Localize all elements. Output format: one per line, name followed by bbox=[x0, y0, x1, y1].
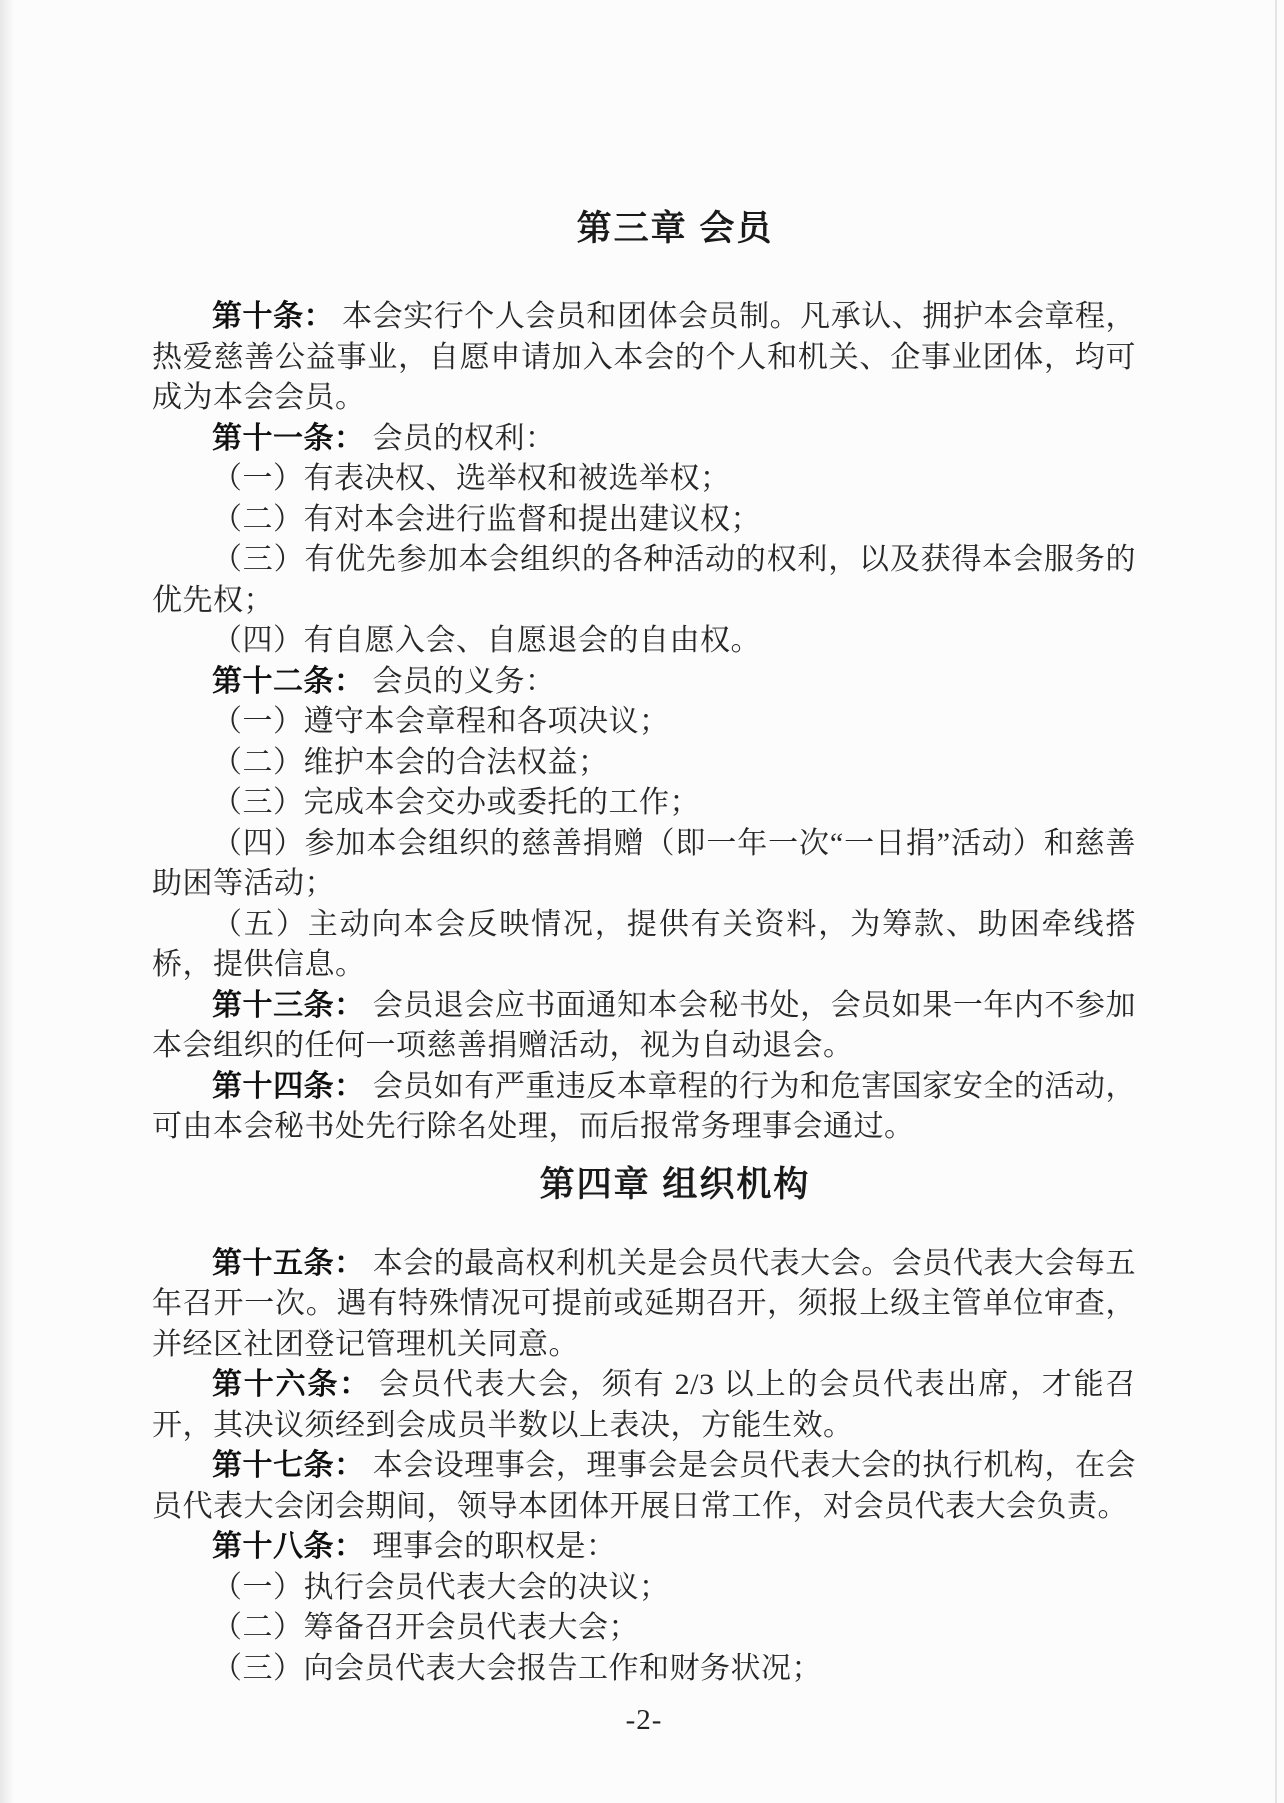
clause-text: （二）维护本会的合法权益； bbox=[212, 745, 609, 779]
clause-text: （三）向会员代表大会报告工作和财务状况； bbox=[212, 1651, 822, 1685]
article-13-paragraph bbox=[152, 986, 1136, 1067]
clause-text: （二）筹备召开会员代表大会； bbox=[212, 1611, 639, 1644]
article-13-text: 会员退会应书面通知本会秘书处，会员如果一年内不参加本会组织的任何一项慈善捐赠活动，视为自动退会。 bbox=[152, 988, 1137, 1062]
member-rights-item-3 bbox=[152, 540, 1136, 621]
member-rights-item-1 bbox=[152, 459, 1136, 500]
council-powers-item-2 bbox=[152, 1608, 1136, 1649]
article-10-paragraph bbox=[152, 297, 1136, 419]
article-15-paragraph bbox=[152, 1244, 1136, 1366]
article-17-text: 本会设理事会，理事会是会员代表大会的执行机构，在会员代表大会闭会期间，领导本团体开展日常工作，对会员代表大会负责。 bbox=[152, 1449, 1137, 1523]
clause-text: （三）完成本会交办或委托的工作； bbox=[212, 786, 700, 819]
article-16-paragraph bbox=[152, 1365, 1136, 1446]
member-duties-item-4 bbox=[152, 824, 1136, 905]
article-14-paragraph bbox=[152, 1067, 1136, 1148]
article-11-paragraph bbox=[152, 419, 1136, 460]
article-12-paragraph bbox=[152, 662, 1136, 703]
article-11-text: 会员的权利： bbox=[372, 421, 556, 455]
scan-edge-left-shadow bbox=[0, 0, 14, 1803]
article-16-number: 第十六条： bbox=[212, 1368, 372, 1401]
page-number: -2- bbox=[625, 1704, 663, 1736]
member-duties-item-5 bbox=[152, 905, 1136, 986]
article-12-text: 会员的义务： bbox=[372, 664, 556, 698]
clause-text: （二）有对本会进行监督和提出建议权； bbox=[212, 502, 761, 536]
article-17-number: 第十七条： bbox=[212, 1449, 365, 1482]
article-18-number: 第十八条： bbox=[212, 1530, 365, 1563]
council-powers-item-3 bbox=[152, 1649, 1136, 1690]
article-10-text: 本会实行个人会员和团体会员制。凡承认、拥护本会章程，热爱慈善公益事业，自愿申请加入本会的个人和机关、企事业团体，均可成为本会会员。 bbox=[152, 300, 1137, 414]
member-duties-item-1 bbox=[152, 702, 1136, 743]
member-duties-item-2 bbox=[152, 743, 1136, 784]
article-13-number: 第十三条： bbox=[212, 988, 365, 1022]
article-18-paragraph bbox=[152, 1527, 1136, 1568]
clause-text: （一）执行会员代表大会的决议； bbox=[212, 1570, 670, 1604]
clause-text: （一）有表决权、选举权和被选举权； bbox=[212, 462, 731, 495]
clause-text: （五）主动向本会反映情况，提供有关资料，为筹款、助困牵线搭桥，提供信息。 bbox=[152, 907, 1136, 981]
page-content bbox=[152, 0, 1136, 1737]
chapter-4-heading: 第四章 组织机构 bbox=[539, 1164, 811, 1204]
member-rights-item-2 bbox=[152, 500, 1136, 541]
article-12-number: 第十二条： bbox=[212, 664, 365, 698]
article-16-text: 会员代表大会，须有 2/3 以上的会员代表出席，才能召开，其决议须经到会成员半数以上表决，方能生效。 bbox=[152, 1368, 1136, 1442]
article-15-number: 第十五条： bbox=[212, 1246, 365, 1280]
article-15-text: 本会的最高权利机关是会员代表大会。会员代表大会每五年召开一次。遇有特殊情况可提前或延期召开，须报上级主管单位审查，并经区社团登记管理机关同意。 bbox=[152, 1246, 1137, 1361]
clause-text: （三）有优先参加本会组织的各种活动的权利，以及获得本会服务的优先权； bbox=[152, 543, 1136, 617]
article-18-text: 理事会的职权是： bbox=[372, 1530, 617, 1563]
council-powers-item-1 bbox=[152, 1568, 1136, 1609]
article-14-number: 第十四条： bbox=[212, 1069, 365, 1103]
clause-text: （四）有自愿入会、自愿退会的自由权。 bbox=[212, 624, 761, 657]
clause-text: （一）遵守本会章程和各项决议； bbox=[212, 705, 670, 738]
article-14-text: 会员如有严重违反本章程的行为和危害国家安全的活动，可由本会秘书处先行除名处理，而后报常务理事会通过。 bbox=[152, 1069, 1137, 1143]
article-10-number: 第十条： bbox=[212, 300, 335, 333]
clause-text: （四）参加本会组织的慈善捐赠（即一年一次“一日捐”活动）和慈善助困等活动； bbox=[152, 826, 1136, 900]
member-duties-item-3 bbox=[152, 783, 1136, 824]
chapter-3-heading: 第三章 会员 bbox=[576, 209, 774, 248]
member-rights-item-4 bbox=[152, 621, 1136, 662]
article-17-paragraph bbox=[152, 1446, 1136, 1527]
scan-edge-right-line bbox=[1275, 0, 1277, 1803]
article-11-number: 第十一条： bbox=[212, 421, 365, 455]
